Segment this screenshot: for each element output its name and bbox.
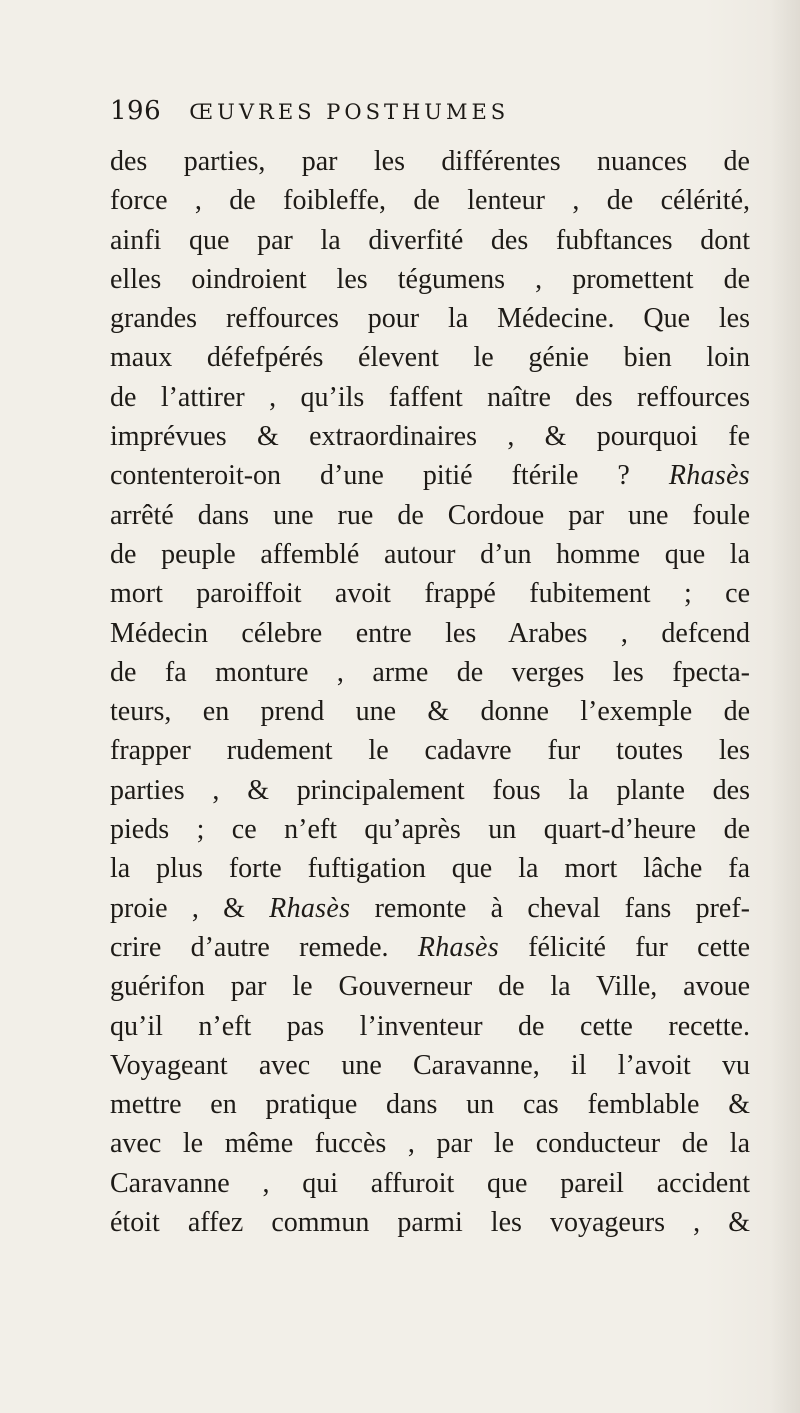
text-run: force , de foibleffe, de lenteur , de célérité, [110,185,750,217]
text-run: félicité fur cette [498,931,750,963]
text-run: Voyageant avec une Caravanne, il l’avoit vu [110,1049,750,1081]
text-line [110,496,750,535]
text-line [110,849,750,888]
text-line [110,771,750,810]
text-line [110,967,750,1006]
text-run: teurs, en prend une & donne l’exemple de [110,696,750,728]
text-line [110,1203,750,1242]
text-run: elles oindroient les tégumens , promettent de [110,263,750,295]
page-edge-shadow [770,0,800,1413]
text-run: qu’il n’eft pas l’inventeur de cette recette. [110,1010,750,1042]
text-run: frapper rudement le cadavre fur toutes les [110,735,750,767]
text-run: imprévues & extraordinaires , & pourquoi fe [110,421,750,453]
text-line [110,260,750,299]
text-run: de fa monture , arme de verges les fpecta- [110,656,750,688]
text-line [110,535,750,574]
text-run: de peuple affemblé autour d’un homme que la [110,538,750,570]
italic-name: Rhasès [269,892,351,924]
body-text [110,142,750,1242]
text-line [110,378,750,417]
text-run: proie , & [110,892,270,924]
italic-name: Rhasès [668,460,750,492]
text-line [110,338,750,377]
text-run: Caravanne , qui affuroit que pareil accident [110,1167,750,1199]
running-title: ŒUVRES POSTHUMES [189,100,510,124]
text-run: arrêté dans une rue de Cordoue par une foule [110,499,750,531]
text-line [110,810,750,849]
text-line [110,1007,750,1046]
text-line [110,1046,750,1085]
text-line [110,653,750,692]
text-run: des parties, par les différentes nuances de [110,146,750,177]
text-run: ainfi que par la diverfité des fubftances dont [110,224,750,256]
text-run: mettre en pratique dans un cas femblable & [110,1089,750,1121]
text-run: avec le même fuccès , par le conducteur de la [110,1128,750,1160]
text-run: parties , & principalement fous la plante des [110,774,750,806]
text-line [110,1124,750,1163]
text-run: étoit affez commun parmi les voyageurs , & [110,1207,750,1239]
text-line [110,614,750,653]
text-run: Médecin célebre entre les Arabes , defcend [110,617,750,649]
text-line [110,299,750,338]
text-run: grandes reffources pour la Médecine. Que les [110,303,750,335]
text-line [110,1164,750,1203]
text-run: contenteroit-on d’une pitié ftérile ? [110,460,669,492]
italic-name: Rhasès [417,931,499,963]
text-line [110,1085,750,1124]
running-header [110,96,670,132]
text-run: pieds ; ce n’eft qu’après un quart-d’heure de [110,814,750,846]
text-line [110,731,750,770]
text-line [110,889,750,928]
text-run: la plus forte fuftigation que la mort lâche fa [110,853,750,885]
text-line [110,221,750,260]
page-number: 196 [110,96,162,126]
text-run: mort paroiffoit avoit frappé fubitement ; ce [110,578,750,610]
text-line [110,142,750,181]
text-line [110,928,750,967]
text-line [110,692,750,731]
text-line [110,181,750,220]
text-run: maux défefpérés élevent le génie bien loin [110,342,750,374]
text-line [110,417,750,456]
text-run: de l’attirer , qu’ils faffent naître des reffources [110,381,750,413]
text-line [110,456,750,495]
text-run: crire d’autre remede. [110,931,418,963]
text-run: guérifon par le Gouverneur de la Ville, avoue [110,971,750,1003]
text-run: remonte à cheval fans pref- [350,892,750,924]
text-line [110,574,750,613]
